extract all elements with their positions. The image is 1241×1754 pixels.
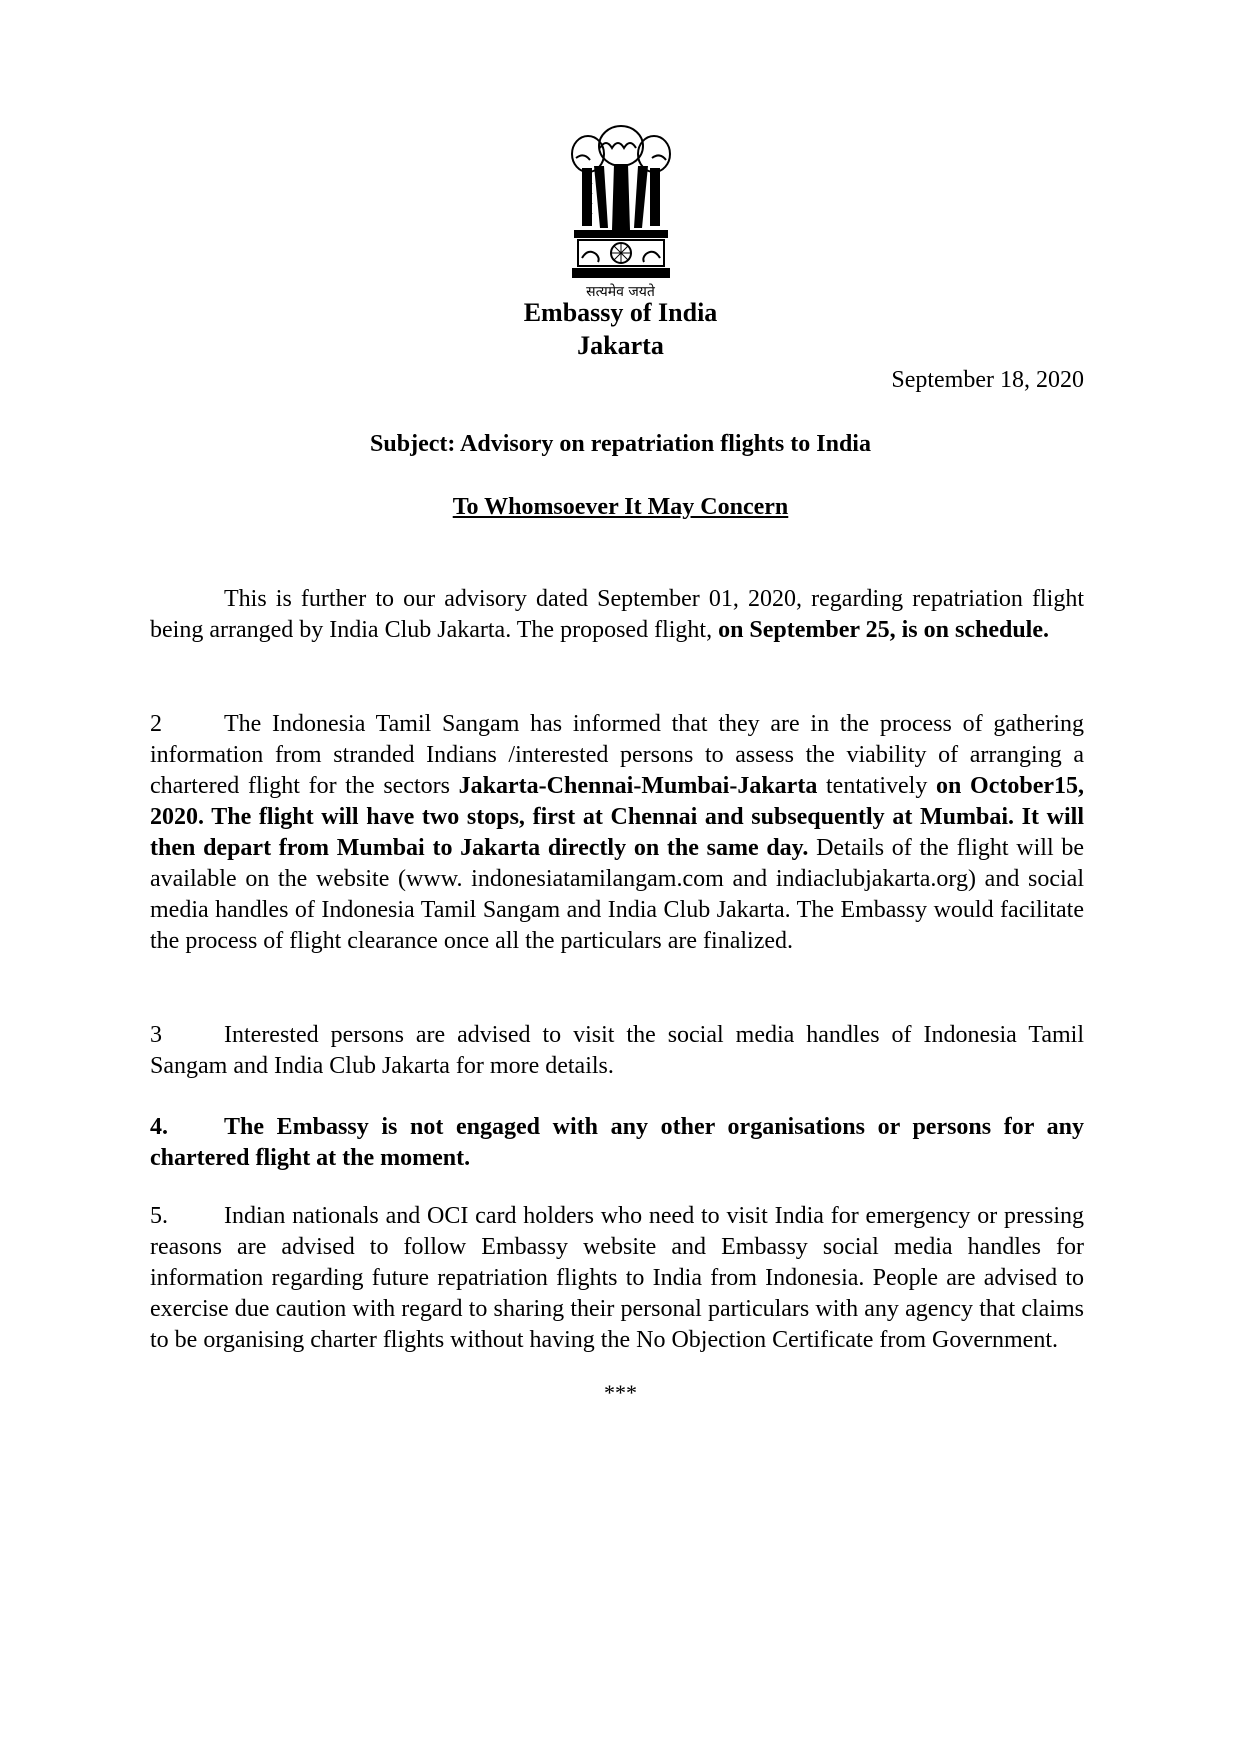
- paragraph-3-number: 3: [150, 1022, 162, 1048]
- paragraph-1-text: This is further to our advisory dated September 01, 2020, regarding repatriation flight being arranged by India Club Jakarta. The proposed flight,: [150, 586, 1084, 643]
- paragraph-2-schedule: on October15, 2020. The flight will have two stops, first at Chennai and subsequently at Mumbai. It will then depart from Mumbai to Jakarta directly on the same day.: [150, 773, 1084, 861]
- national-motto: सत्यमेव जयते: [586, 284, 655, 300]
- paragraph-5-text: Indian nationals and OCI card holders who need to visit India for emergency or pressing reasons are advised to follow Embassy website and Embassy social media handles for information regarding future repatriation flights to India from Indonesia. People are advised to exercise due caution with regard to sharing their personal particulars with any agency that claims to be organising charter flights without having the No Objection Certificate from Government.: [150, 1203, 1084, 1353]
- document-date: September 18, 2020: [891, 367, 1084, 393]
- paragraph-1: [150, 584, 1084, 646]
- paragraph-4: [150, 1112, 1084, 1174]
- paragraph-2: [150, 709, 1084, 957]
- embassy-city: Jakarta: [577, 331, 664, 360]
- paragraph-4-number: 4.: [150, 1114, 168, 1140]
- closing-mark: ***: [604, 1380, 637, 1405]
- paragraph-2-text-e: Details of the flight will be available on the website (www. indonesiatamilangam.com and indiaclubjakarta.org) and social media handles of Indonesia Tamil Sangam and India Club Jakarta. The Embassy would facilitate the process of flight clearance once all the particulars are finalized.: [150, 835, 1085, 954]
- paragraph-2-text-c: tentatively: [817, 773, 936, 799]
- salutation: To Whomsoever It May Concern: [452, 494, 789, 520]
- paragraph-4-text: The Embassy is not engaged with any other organisations or persons for any chartered flight at the moment.: [150, 1114, 1084, 1171]
- paragraph-2-text-a: The Indonesia Tamil Sangam has informed that they are in the process of gathering information from stranded Indians /interested persons to assess the viability of arranging a chartered flight for the sectors: [150, 711, 1084, 799]
- embassy-name: Embassy of India: [523, 298, 718, 327]
- paragraph-2-sectors: Jakarta-Chennai-Mumbai-Jakarta: [458, 773, 818, 799]
- paragraph-1-bold: on September 25, is on schedule.: [718, 617, 1049, 643]
- paragraph-3: [150, 1020, 1084, 1082]
- subject-line: Subject: Advisory on repatriation flights to India: [370, 431, 871, 457]
- paragraph-3-text: Interested persons are advised to visit the social media handles of Indonesia Tamil Sangam and India Club Jakarta for more details.: [150, 1022, 1084, 1079]
- paragraph-5: [150, 1201, 1084, 1356]
- paragraph-2-number: 2: [150, 711, 162, 737]
- national-emblem-icon: [564, 118, 678, 286]
- paragraph-5-number: 5.: [150, 1203, 168, 1229]
